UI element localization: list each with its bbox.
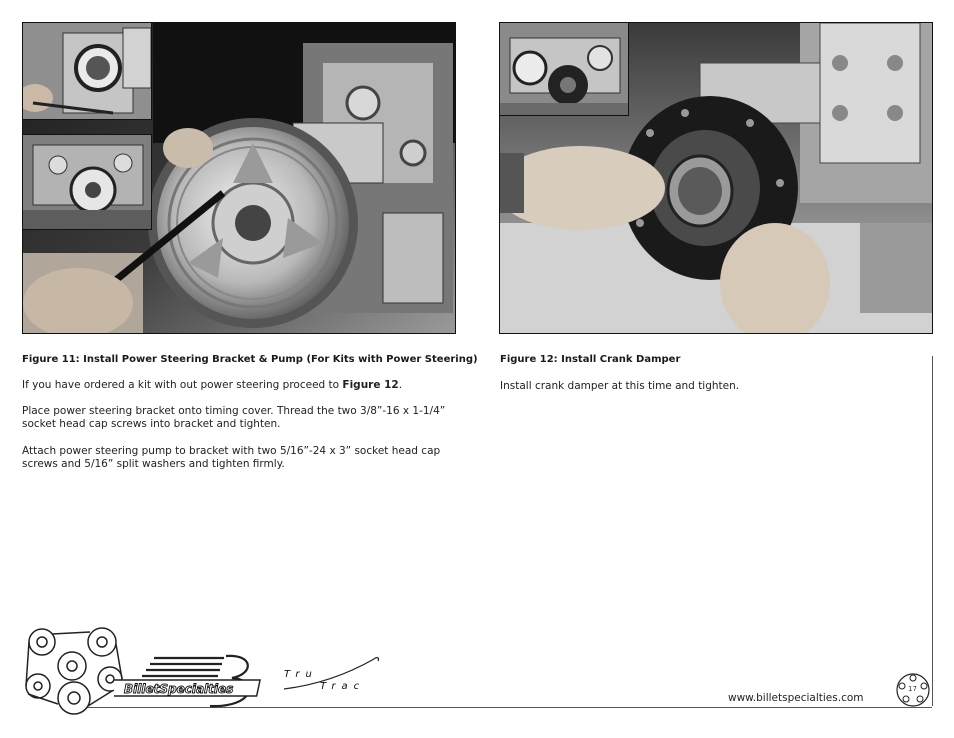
figure-12-link[interactable]: Figure 12	[342, 379, 399, 391]
para3-line-2: screws and 5/16” split washers and tighten firmly.	[22, 458, 285, 470]
figure-11-inset-top	[22, 22, 152, 120]
tru-trac-logo	[276, 655, 386, 695]
figure-11-paragraph-3	[22, 445, 462, 471]
figure-11-paragraph-2	[22, 405, 462, 431]
website-url[interactable]: www.billetspecialties.com	[728, 692, 864, 704]
figure-12-photo	[499, 22, 933, 334]
para2-line-1: Place power steering bracket onto timing cover. Thread the two 3/8”-16 x 1-1/4”	[22, 405, 446, 417]
figure-12-caption: Figure 12: Install Crank Damper	[500, 354, 681, 365]
figure-11-inset-bottom	[22, 134, 152, 230]
page-number-badge	[895, 672, 931, 708]
figure-11-caption: Figure 11: Install Power Steering Bracket & Pump (For Kits with Power Steering)	[22, 354, 478, 365]
para3-line-1: Attach power steering pump to bracket with two 5/16”-24 x 3” socket head cap	[22, 445, 441, 457]
page-number: 17	[908, 685, 917, 693]
trac-wordmark: Trac	[320, 681, 366, 692]
para2-line-2: socket head cap screws into bracket and tighten.	[22, 418, 281, 430]
billet-specialties-logo	[114, 652, 274, 710]
tru-wordmark: Tru	[284, 669, 318, 680]
para1-suffix: .	[398, 379, 403, 391]
figure-11-paragraph-1	[22, 379, 462, 392]
figure-12-inset	[499, 22, 629, 116]
right-margin-rule	[932, 356, 933, 706]
figure-11-photo	[22, 22, 456, 334]
billet-specialties-wordmark: BilletSpecialties	[124, 682, 234, 696]
figure-12-paragraph-1: Install crank damper at this time and tighten.	[500, 380, 740, 392]
para1-text: If you have ordered a kit with out power steering proceed to	[22, 379, 343, 391]
